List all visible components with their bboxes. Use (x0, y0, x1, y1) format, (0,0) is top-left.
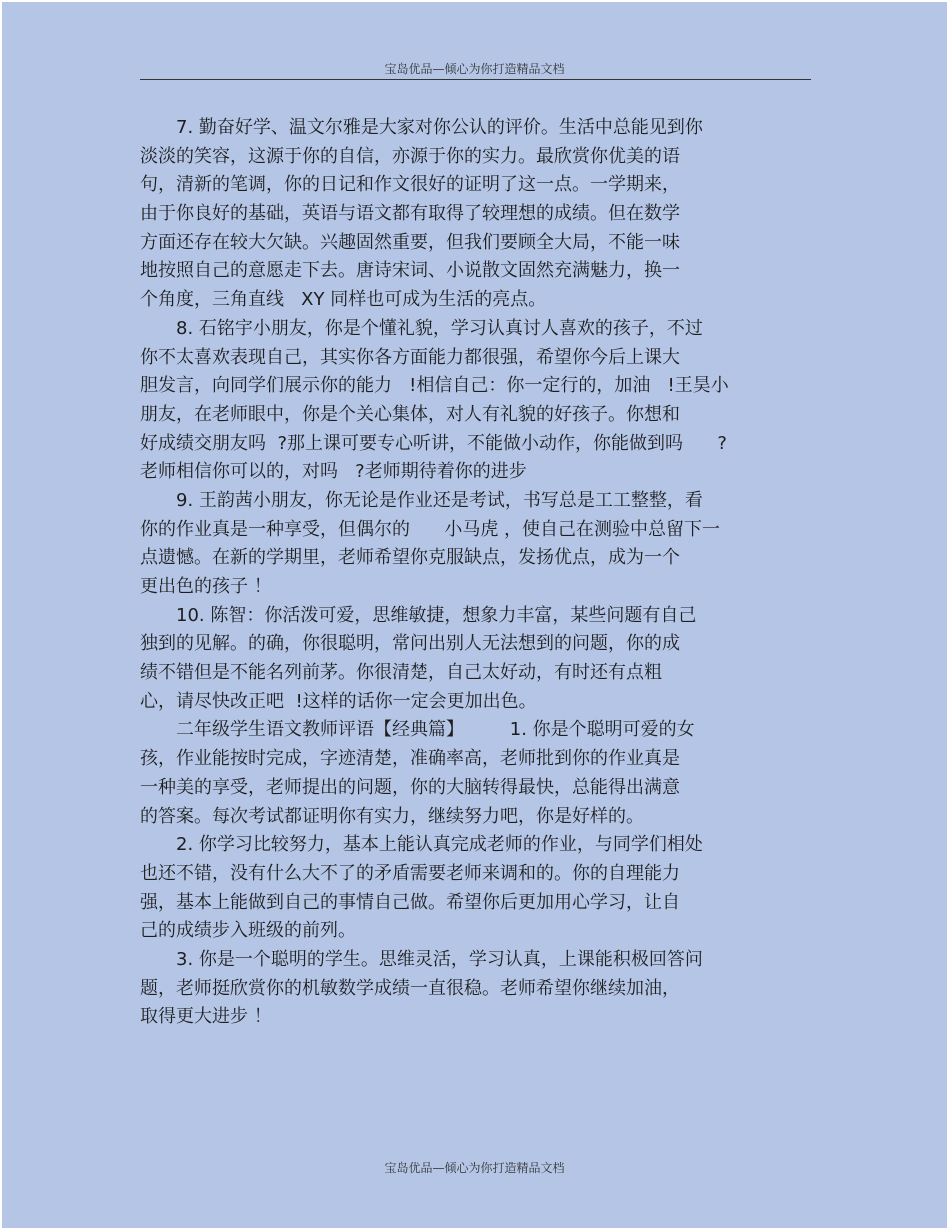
paragraph-line: 方面还存在较大欠缺。兴趣固然重要，但我们要顾全大局，不能一味 (140, 231, 680, 253)
paragraph-line: 由于你良好的基础，英语与语文都有取得了较理想的成绩。但在数学 (140, 203, 680, 225)
document-body (140, 114, 840, 1032)
paragraph-line: 8. 石铭宇小朋友，你是个懂礼貌，学习认真讨人喜欢的孩子，不过 (176, 317, 703, 339)
paragraph-line: 2. 你学习比较努力，基本上能认真完成老师的作业，与同学们相处 (176, 834, 703, 856)
paragraph-line: 取得更大进步 ！ (140, 1006, 272, 1028)
header-divider (140, 79, 811, 80)
paragraph-line: 你不太喜欢表现自己，其实你各方面能力都很强，希望你今后上课大 (140, 346, 680, 368)
paragraph-line: 己的成绩步入班级的前列。 (140, 920, 356, 942)
paragraph-line: 你的作业真是一种享受，但偶尔的 小马虎 ，使自己在测验中总留下一 (140, 518, 721, 540)
paragraph-line: 一种美的享受，老师提出的问题，你的大脑转得最快，总能得出满意 (140, 776, 680, 798)
paragraph-line: 绩不错但是不能名列前茅。你很清楚，自己太好动，有时还有点粗 (140, 662, 662, 684)
page-header: 宝岛优品—倾心为你打造精品文档 (384, 62, 565, 76)
paragraph-line: 点遗憾。在新的学期里，老师希望你克服缺点，发扬优点，成为一个 (140, 547, 680, 569)
paragraph-line: 地按照自己的意愿走下去。唐诗宋词、小说散文固然充满魅力，换一 (140, 260, 680, 282)
paragraph-line: 10. 陈智：你活泼可爱，思维敏捷，想象力丰富，某些问题有自己 (176, 604, 697, 626)
paragraph-line: 独到的见解。的确，你很聪明，常问出别人无法想到的问题，你的成 (140, 633, 680, 655)
paragraph-line: 孩，作业能按时完成，字迹清楚，准确率高，老师批到你的作业真是 (140, 748, 680, 770)
paragraph-line: 心，请尽快改正吧 !这样的话你一定会更加出色。 (140, 690, 537, 712)
page-footer: 宝岛优品—倾心为你打造精品文档 (384, 1161, 565, 1175)
paragraph-line: 强，基本上能做到自己的事情自己做。希望你后更加用心学习，让自 (140, 891, 680, 913)
paragraph-line: 题，老师挺欣赏你的机敏数学成绩一直很稳。老师希望你继续加油， (140, 977, 680, 999)
paragraph-line: 淡淡的笑容，这源于你的自信，亦源于你的实力。最欣赏你优美的语 (140, 145, 680, 167)
paragraph-line: 老师相信你可以的，对吗 ?老师期待着你的进步 (140, 461, 527, 483)
paragraph-line: 也还不错，没有什么大不了的矛盾需要老师来调和的。你的自理能力 (140, 862, 680, 884)
paragraph-line: 胆发言，向同学们展示你的能力 !相信自己：你一定行的，加油 !王昊小 (140, 375, 729, 397)
document-page (2, 2, 947, 1228)
paragraph-line: 朋友，在老师眼中，你是个关心集体，对人有礼貌的好孩子。你想和 (140, 403, 680, 425)
paragraph-line: 个角度，三角直线 XY 同样也可成为生活的亮点。 (140, 289, 547, 311)
paragraph-line: 好成绩交朋友吗 ?那上课可要专心听讲，不能做小动作，你能做到吗 ? (140, 432, 727, 454)
paragraph-line: 二年级学生语文教师评语【经典篇】 1. 你是个聪明可爱的女 (176, 719, 695, 741)
paragraph-line: 句，清新的笔调，你的日记和作文很好的证明了这一点。一学期来， (140, 174, 680, 196)
paragraph-line: 9. 王韵茜小朋友，你无论是作业还是考试，书写总是工工整整，看 (176, 489, 703, 511)
paragraph-line: 3. 你是一个聪明的学生。思维灵活，学习认真，上课能积极回答问 (176, 948, 703, 970)
paragraph-line: 更出色的孩子 ！ (140, 576, 272, 597)
paragraph-line: 7. 勤奋好学、温文尔雅是大家对你公认的评价。生活中总能见到你 (176, 117, 703, 138)
paragraph-line: 的答案。每次考试都证明你有实力，继续努力吧，你是好样的。 (140, 805, 644, 827)
